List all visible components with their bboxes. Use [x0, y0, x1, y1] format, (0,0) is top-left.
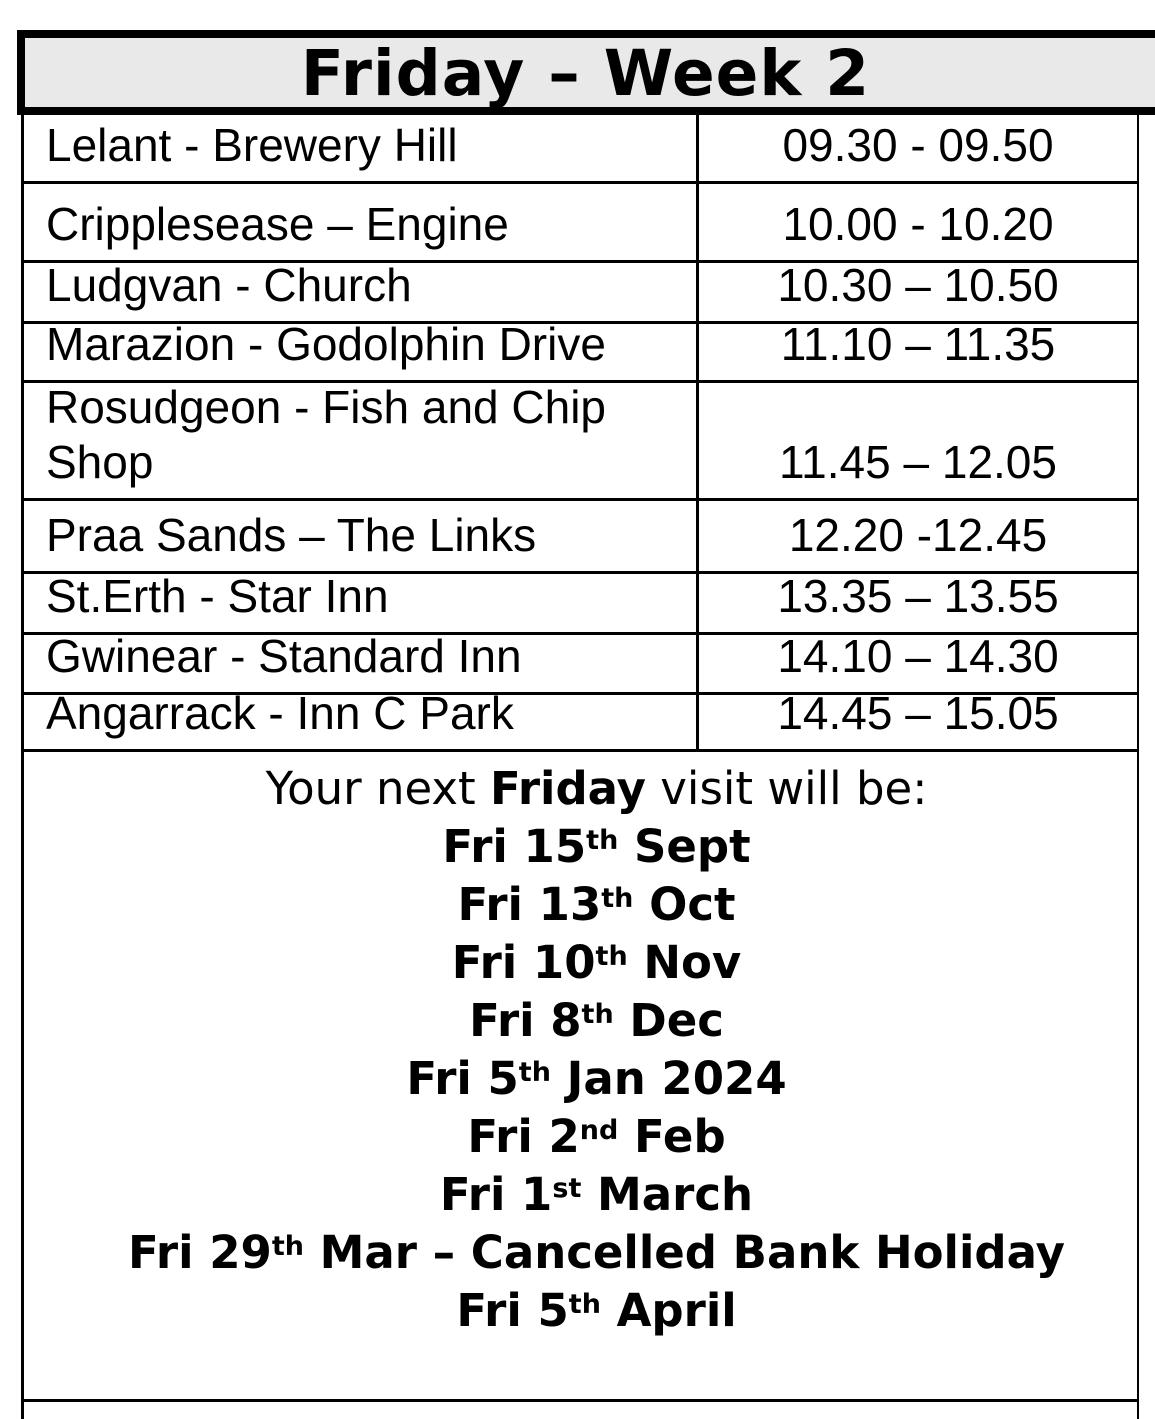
date-prefix: Fri 5 — [406, 1052, 519, 1105]
table-row — [24, 570, 1137, 635]
visit-date-line — [56, 1050, 1137, 1108]
location-cell: Praa Sands – The Links — [24, 501, 699, 571]
visit-date-line — [56, 1166, 1137, 1224]
location-cell: Ludgvan - Church — [24, 263, 699, 321]
date-ordinal: th — [581, 999, 614, 1031]
visit-date-line — [56, 876, 1137, 934]
table-row — [24, 184, 1137, 263]
date-prefix: Fri 10 — [451, 936, 596, 989]
time-cell: 13.35 – 13.55 — [777, 570, 1059, 622]
date-suffix: Sept — [618, 820, 751, 873]
location-cell: Marazion - Godolphin Drive — [24, 324, 699, 380]
location-cell: Gwinear - Standard Inn — [24, 635, 699, 692]
visit-date-list — [56, 818, 1137, 1340]
date-ordinal: st — [552, 1173, 582, 1205]
date-suffix: Feb — [618, 1110, 726, 1163]
title-banner — [17, 30, 1155, 115]
date-prefix: Fri 2 — [467, 1110, 580, 1163]
date-ordinal: nd — [579, 1115, 619, 1147]
date-suffix: Nov — [627, 936, 742, 989]
location-cell: Angarrack - Inn C Park — [24, 695, 699, 749]
time-cell: 12.20 -12.45 — [788, 509, 1048, 561]
intro-suffix-text: visit will be: — [646, 762, 928, 815]
time-cell: 14.10 – 14.30 — [777, 630, 1059, 682]
date-ordinal: th — [568, 1289, 601, 1321]
next-visits-intro — [56, 760, 1137, 818]
table-row — [24, 318, 1137, 383]
date-suffix: Mar – Cancelled Bank Holiday — [303, 1226, 1065, 1279]
date-prefix: Fri 8 — [469, 994, 582, 1047]
visit-date-line — [56, 992, 1137, 1050]
table-row — [24, 501, 1137, 574]
table-row — [24, 115, 1137, 184]
table-row — [24, 687, 1137, 752]
location-cell: St.Erth - Star Inn — [24, 574, 699, 632]
table-row — [24, 383, 1137, 501]
next-visits-cell — [24, 752, 1137, 1402]
schedule-rows — [24, 115, 1137, 752]
time-cell: 14.45 – 15.05 — [777, 687, 1059, 739]
visit-date-line — [56, 934, 1137, 992]
visit-date-line — [56, 818, 1137, 876]
table-row — [24, 259, 1137, 324]
intro-prefix-text: Your next — [265, 762, 490, 815]
time-cell: 10.30 – 10.50 — [777, 259, 1059, 311]
date-ordinal: th — [586, 825, 619, 857]
date-suffix: Jan 2024 — [550, 1052, 787, 1105]
date-suffix: Oct — [633, 878, 736, 931]
intro-day-text: Friday — [489, 762, 646, 815]
date-suffix: April — [600, 1284, 737, 1337]
date-suffix: March — [581, 1168, 754, 1221]
visit-date-line — [56, 1282, 1137, 1340]
date-ordinal: th — [595, 941, 628, 973]
time-cell: 09.30 - 09.50 — [782, 119, 1054, 171]
date-prefix: Fri 13 — [457, 878, 602, 931]
date-ordinal: th — [518, 1057, 551, 1089]
time-cell: 11.10 – 11.35 — [780, 318, 1056, 370]
time-cell: 11.45 – 12.05 — [779, 436, 1057, 488]
empty-partial-row — [24, 1402, 1137, 1419]
date-prefix: Fri 1 — [439, 1168, 553, 1221]
location-cell: Cripplesease – Engine — [24, 184, 699, 260]
location-cell: Lelant - Brewery Hill — [24, 115, 699, 181]
page-title: Friday – Week 2 — [300, 36, 871, 110]
date-prefix: Fri 29 — [128, 1226, 272, 1279]
date-prefix: Fri 15 — [442, 820, 587, 873]
time-cell: 10.00 - 10.20 — [782, 198, 1054, 250]
date-ordinal: th — [601, 883, 634, 915]
visit-date-line — [56, 1108, 1137, 1166]
schedule-table — [21, 115, 1139, 1419]
date-ordinal: th — [271, 1231, 304, 1263]
date-suffix: Dec — [613, 994, 724, 1047]
date-prefix: Fri 5 — [456, 1284, 569, 1337]
visit-date-line — [56, 1224, 1137, 1282]
location-cell: Rosudgeon - Fish and Chip Shop — [24, 383, 699, 498]
